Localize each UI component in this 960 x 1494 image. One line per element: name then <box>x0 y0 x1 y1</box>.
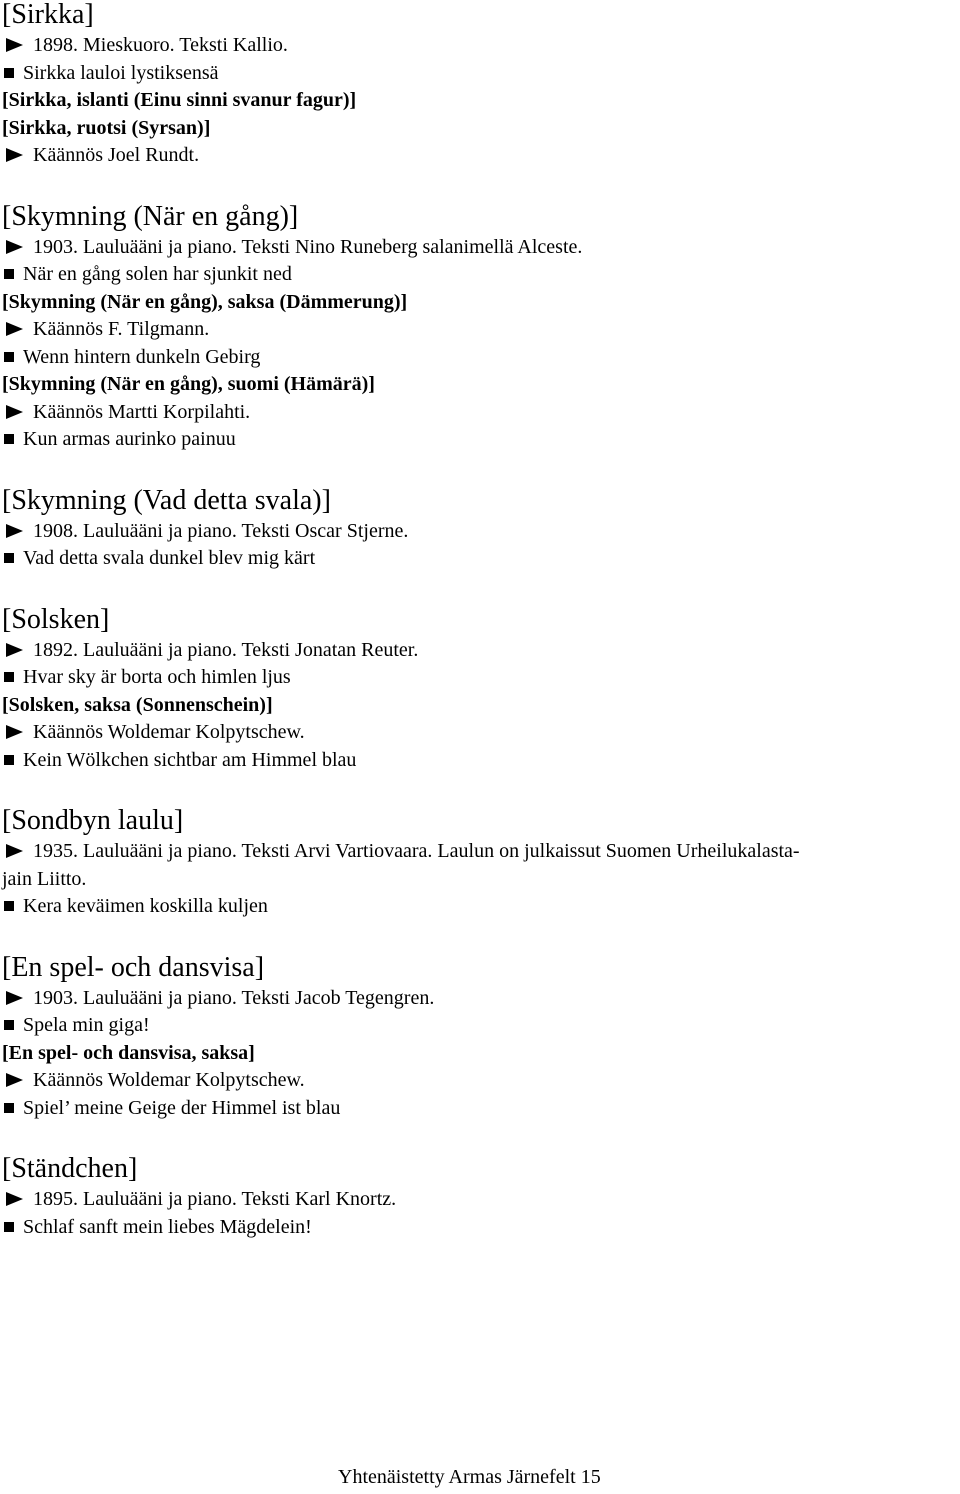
line-text: Spiel’ meine Geige der Himmel ist blau <box>23 1096 341 1119</box>
line-text: 1903. Lauluääni ja piano. Teksti Nino Runeberg salanimellä Alceste. <box>33 235 583 258</box>
section-gap <box>2 1122 957 1154</box>
entry-section <box>2 605 957 775</box>
line-text: Kein Wölkchen sichtbar am Himmel blau <box>23 748 357 771</box>
line-text: 1908. Lauluääni ja piano. Teksti Oscar Stjerne. <box>33 519 409 542</box>
line-text: jain Liitto. <box>2 867 87 890</box>
info-line <box>2 234 957 262</box>
triangle-right-icon <box>6 240 23 254</box>
line-text: 1895. Lauluääni ja piano. Teksti Karl Knortz. <box>33 1188 397 1210</box>
entry-title: [Skymning (Vad detta svala)] <box>2 484 331 516</box>
song-line <box>2 747 957 775</box>
line-text: Käännös F. Tilgmann. <box>33 318 210 340</box>
entry-title: [Sirkka] <box>2 0 94 30</box>
square-bullet-icon <box>4 553 14 563</box>
square-bullet-icon <box>4 901 14 911</box>
line-text: Spela min giga! <box>23 1014 150 1036</box>
song-line <box>2 261 957 289</box>
info-line <box>2 637 957 665</box>
entry-section <box>2 0 957 170</box>
subtitle-line: [Skymning (När en gång), suomi (Hämärä)] <box>2 373 375 395</box>
triangle-right-icon <box>6 322 23 336</box>
line-text: Sirkka lauloi lystiksensä <box>23 61 219 84</box>
song-line <box>2 426 957 454</box>
square-bullet-icon <box>4 1222 14 1232</box>
song-line <box>2 1214 957 1242</box>
continuation-line <box>2 866 957 894</box>
entry-title: [En spel- och dansvisa] <box>2 951 265 983</box>
song-line <box>2 1095 957 1123</box>
line-text: 1892. Lauluääni ja piano. Teksti Jonatan Reuter. <box>33 638 419 661</box>
section-gap <box>2 170 957 202</box>
square-bullet-icon <box>4 755 14 765</box>
square-bullet-icon <box>4 672 14 682</box>
entry-section <box>2 1154 957 1241</box>
entry-title: [Skymning (När en gång)] <box>2 200 299 232</box>
triangle-right-icon <box>6 38 23 52</box>
info-line <box>2 32 957 60</box>
entry-title: [Solsken] <box>2 603 110 635</box>
song-line <box>2 60 957 88</box>
subtitle-line: [Solsken, saksa (Sonnenschein)] <box>2 693 273 716</box>
info-line <box>2 1186 957 1214</box>
document-body <box>2 0 957 1241</box>
info-line <box>2 316 957 344</box>
line-text: Käännös Woldemar Kolpytschew. <box>33 1069 305 1091</box>
info-line <box>2 719 957 747</box>
info-line <box>2 1067 957 1095</box>
line-text: 1898. Mieskuoro. Teksti Kallio. <box>33 34 288 56</box>
triangle-right-icon <box>6 1073 23 1087</box>
square-bullet-icon <box>4 434 14 444</box>
triangle-right-icon <box>6 991 23 1005</box>
line-text: Kera keväimen koskilla kuljen <box>23 895 268 917</box>
triangle-right-icon <box>6 643 23 657</box>
song-line <box>2 664 957 692</box>
line-text: Käännös Martti Korpilahti. <box>33 400 251 423</box>
entry-section <box>2 806 957 921</box>
line-text: Hvar sky är borta och himlen ljus <box>23 666 291 688</box>
triangle-right-icon <box>6 1192 23 1206</box>
section-gap <box>2 921 957 953</box>
song-line <box>2 893 957 921</box>
song-line <box>2 545 957 573</box>
info-line <box>2 142 957 170</box>
info-line <box>2 399 957 427</box>
line-text: 1903. Lauluääni ja piano. Teksti Jacob Tegengren. <box>33 986 435 1009</box>
info-line <box>2 838 957 866</box>
subtitle-line: [Sirkka, islanti (Einu sinni svanur fagur)] <box>2 89 357 111</box>
triangle-right-icon <box>6 844 23 858</box>
subtitle-line: [Skymning (När en gång), saksa (Dämmerung)] <box>2 290 408 313</box>
entry-section <box>2 953 957 1123</box>
entry-title: [Ständchen] <box>2 1153 138 1184</box>
subtitle-line: [En spel- och dansvisa, saksa] <box>2 1041 255 1064</box>
square-bullet-icon <box>4 1103 14 1113</box>
entry-title: [Sondbyn laulu] <box>2 805 184 836</box>
line-text: Wenn hintern dunkeln Gebirg <box>23 345 261 368</box>
line-text: När en gång solen har sjunkit ned <box>23 263 292 285</box>
song-line <box>2 344 957 372</box>
square-bullet-icon <box>4 1020 14 1030</box>
square-bullet-icon <box>4 269 14 279</box>
section-gap <box>2 454 957 486</box>
square-bullet-icon <box>4 68 14 78</box>
square-bullet-icon <box>4 352 14 362</box>
line-text: 1935. Lauluääni ja piano. Teksti Arvi Vartiovaara. Laulun on julkaissut Suomen Urheilukalasta- <box>33 840 800 862</box>
info-line <box>2 518 957 546</box>
line-text: Kun armas aurinko painuu <box>23 428 236 450</box>
triangle-right-icon <box>6 148 23 162</box>
triangle-right-icon <box>6 524 23 538</box>
triangle-right-icon <box>6 725 23 739</box>
line-text: Käännös Woldemar Kolpytschew. <box>33 721 305 743</box>
line-text: Vad detta svala dunkel blev mig kärt <box>23 547 316 569</box>
section-gap <box>2 774 957 806</box>
entry-section <box>2 486 957 573</box>
line-text: Käännös Joel Rundt. <box>33 144 200 166</box>
info-line <box>2 985 957 1013</box>
section-gap <box>2 573 957 605</box>
triangle-right-icon <box>6 405 23 419</box>
page-footer: Yhtenäistetty Armas Järnefelt 15 <box>338 1466 601 1488</box>
entry-section <box>2 202 957 454</box>
subtitle-line: [Sirkka, ruotsi (Syrsan)] <box>2 116 211 139</box>
song-line <box>2 1012 957 1040</box>
line-text: Schlaf sanft mein liebes Mägdelein! <box>23 1215 312 1238</box>
